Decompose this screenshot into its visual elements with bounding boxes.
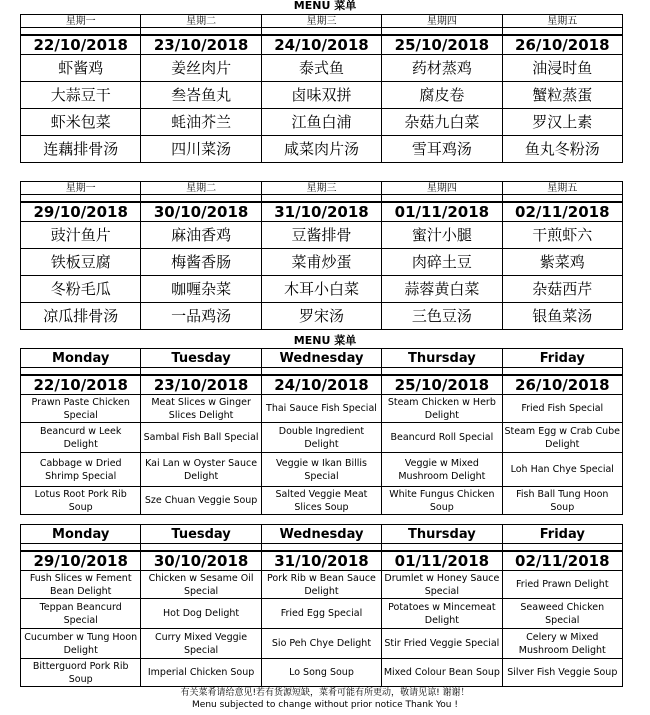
dish-cell: 冬粉毛瓜	[21, 276, 141, 303]
dish-cell: Celery w Mixed Mushroom Delight	[502, 629, 622, 659]
dish-cell: 豉汁鱼片	[21, 222, 141, 249]
dish-cell: 雪耳鸡汤	[382, 136, 502, 163]
day-header: Tuesday	[141, 349, 261, 368]
day-header-row	[21, 182, 623, 195]
dish-row	[21, 82, 623, 109]
day-header: Thursday	[382, 349, 502, 368]
dish-row	[21, 55, 623, 82]
date-cell: 23/10/2018	[141, 375, 261, 395]
dish-cell: 蒜蓉黄白菜	[382, 276, 502, 303]
dish-cell: 蜜汁小腿	[382, 222, 502, 249]
dish-cell: Veggie w Mixed Mushroom Delight	[382, 453, 502, 487]
dish-cell: Steam Chicken w Herb Delight	[382, 395, 502, 423]
dish-cell: 三色豆汤	[382, 303, 502, 330]
dish-cell: 江鱼白浦	[261, 109, 381, 136]
dish-row	[21, 571, 623, 599]
dish-cell: Beancurd Roll Special	[382, 423, 502, 453]
dish-cell: Steam Egg w Crab Cube Delight	[502, 423, 622, 453]
date-cell: 01/11/2018	[382, 202, 502, 222]
dish-cell: Fried Prawn Delight	[502, 571, 622, 599]
dish-cell: 紫菜鸡	[502, 249, 622, 276]
date-cell: 02/11/2018	[502, 202, 622, 222]
dish-cell: 姜丝肉片	[141, 55, 261, 82]
dish-cell: Seaweed Chicken Special	[502, 599, 622, 629]
spacer-row	[21, 28, 623, 36]
day-header-row	[21, 15, 623, 28]
dish-cell: 杂菇西芹	[502, 276, 622, 303]
dish-row	[21, 222, 623, 249]
date-row	[21, 375, 623, 395]
dish-row	[21, 109, 623, 136]
day-header: Wednesday	[261, 349, 381, 368]
dish-cell: 腐皮卷	[382, 82, 502, 109]
dish-row	[21, 599, 623, 629]
dish-cell: Prawn Paste Chicken Special	[21, 395, 141, 423]
dish-cell: 大蒜豆干	[21, 82, 141, 109]
day-header: 星期二	[141, 182, 261, 195]
en-menu-table	[20, 348, 623, 515]
dish-cell: Hot Dog Delight	[141, 599, 261, 629]
dish-cell: 罗汉上素	[502, 109, 622, 136]
dish-cell: Fried Fish Special	[502, 395, 622, 423]
spacer-row	[21, 195, 623, 203]
dish-cell: 凉瓜排骨汤	[21, 303, 141, 330]
dish-row	[21, 303, 623, 330]
dish-cell: Cabbage w Dried Shrimp Special	[21, 453, 141, 487]
dish-cell: 干煎虾六	[502, 222, 622, 249]
dish-cell: Sze Chuan Veggie Soup	[141, 487, 261, 515]
dish-cell: Mixed Colour Bean Soup	[382, 659, 502, 687]
dish-cell: 连藕排骨汤	[21, 136, 141, 163]
dish-cell: 铁板豆腐	[21, 249, 141, 276]
date-cell: 24/10/2018	[261, 35, 381, 55]
day-header-row	[21, 349, 623, 368]
day-header: 星期二	[141, 15, 261, 28]
date-cell: 29/10/2018	[21, 551, 141, 571]
dish-row	[21, 487, 623, 515]
dish-cell: White Fungus Chicken Soup	[382, 487, 502, 515]
dish-cell: 菜甫炒蛋	[261, 249, 381, 276]
dish-cell: Curry Mixed Veggie Special	[141, 629, 261, 659]
dish-cell: 咸菜肉片汤	[261, 136, 381, 163]
dish-cell: 咖喱杂菜	[141, 276, 261, 303]
day-header: 星期一	[21, 182, 141, 195]
day-header: 星期三	[261, 182, 381, 195]
day-header: 星期五	[502, 182, 622, 195]
dish-cell: Sio Peh Chye Delight	[261, 629, 381, 659]
dish-row	[21, 249, 623, 276]
dish-cell: 虾米包菜	[21, 109, 141, 136]
dish-cell: Bitterguord Pork Rib Soup	[21, 659, 141, 687]
day-header: 星期四	[382, 182, 502, 195]
day-header: Friday	[502, 525, 622, 544]
dish-cell: 豆酱排骨	[261, 222, 381, 249]
day-header: Wednesday	[261, 525, 381, 544]
dish-cell: 梅酱香肠	[141, 249, 261, 276]
dish-cell: Fried Egg Special	[261, 599, 381, 629]
dish-cell: Cucumber w Tung Hoon Delight	[21, 629, 141, 659]
dish-cell: Fush Slices w Fement Bean Delight	[21, 571, 141, 599]
day-header: 星期三	[261, 15, 381, 28]
dish-cell: Sambal Fish Ball Special	[141, 423, 261, 453]
date-cell: 29/10/2018	[21, 202, 141, 222]
dish-row	[21, 423, 623, 453]
date-cell: 22/10/2018	[21, 35, 141, 55]
date-cell: 02/11/2018	[502, 551, 622, 571]
dish-cell: 木耳小白菜	[261, 276, 381, 303]
dish-cell: Potatoes w Mincemeat Delight	[382, 599, 502, 629]
cn-menu-title: MENU 菜单	[293, 0, 357, 12]
dish-cell: 肉碎土豆	[382, 249, 502, 276]
dish-cell: 油浸时鱼	[502, 55, 622, 82]
date-cell: 25/10/2018	[382, 375, 502, 395]
footer-note-en: Menu subjected to change without prior notice Thank You !	[192, 700, 458, 710]
dish-cell: Loh Han Chye Special	[502, 453, 622, 487]
dish-cell: Beancurd w Leek Delight	[21, 423, 141, 453]
cn-menu-table	[20, 14, 623, 163]
dish-cell: Teppan Beancurd Special	[21, 599, 141, 629]
dish-cell: 卤味双拼	[261, 82, 381, 109]
dish-cell: 泰式鱼	[261, 55, 381, 82]
dish-cell: Meat Slices w Ginger Slices Delight	[141, 395, 261, 423]
dish-cell: Chicken w Sesame Oil Special	[141, 571, 261, 599]
dish-cell: 一品鸡汤	[141, 303, 261, 330]
date-row	[21, 551, 623, 571]
cn-menu-table-week2	[20, 181, 623, 330]
day-header: Friday	[502, 349, 622, 368]
dish-cell: Thai Sauce Fish Special	[261, 395, 381, 423]
en-menu-table-week2	[20, 524, 623, 687]
dish-cell: 罗宋汤	[261, 303, 381, 330]
dish-cell: Stir Fried Veggie Special	[382, 629, 502, 659]
dish-cell: Silver Fish Veggie Soup	[502, 659, 622, 687]
date-cell: 30/10/2018	[141, 202, 261, 222]
dish-cell: 四川菜汤	[141, 136, 261, 163]
day-header: 星期四	[382, 15, 502, 28]
dish-cell: 银鱼菜汤	[502, 303, 622, 330]
dish-cell: 药材蒸鸡	[382, 55, 502, 82]
dish-cell: Imperial Chicken Soup	[141, 659, 261, 687]
date-cell: 31/10/2018	[261, 202, 381, 222]
spacer-row	[21, 368, 623, 376]
date-cell: 22/10/2018	[21, 375, 141, 395]
day-header-row	[21, 525, 623, 544]
dish-cell: Fish Ball Tung Hoon Soup	[502, 487, 622, 515]
day-header: 星期一	[21, 15, 141, 28]
date-cell: 26/10/2018	[502, 375, 622, 395]
footer-note-cn: 有关菜肴请给意见!若有货源短缺，菜肴可能有所更动，敬请见谅! 谢谢！	[180, 688, 470, 698]
dish-cell: 虾酱鸡	[21, 55, 141, 82]
date-cell: 31/10/2018	[261, 551, 381, 571]
dish-cell: Pork Rib w Bean Sauce Delight	[261, 571, 381, 599]
day-header: Monday	[21, 525, 141, 544]
day-header: Thursday	[382, 525, 502, 544]
dish-cell: Lotus Root Pork Rib Soup	[21, 487, 141, 515]
dish-cell: 鱼丸冬粉汤	[502, 136, 622, 163]
date-cell: 01/11/2018	[382, 551, 502, 571]
dish-cell: 杂菇九白菜	[382, 109, 502, 136]
day-header: 星期五	[502, 15, 622, 28]
dish-cell: 蚝油芥兰	[141, 109, 261, 136]
day-header: Tuesday	[141, 525, 261, 544]
dish-row	[21, 453, 623, 487]
dish-cell: Drumlet w Honey Sauce Special	[382, 571, 502, 599]
date-cell: 25/10/2018	[382, 35, 502, 55]
date-cell: 30/10/2018	[141, 551, 261, 571]
dish-cell: 叁峇鱼丸	[141, 82, 261, 109]
day-header: Monday	[21, 349, 141, 368]
dish-row	[21, 395, 623, 423]
dish-cell: Double Ingredient Delight	[261, 423, 381, 453]
dish-cell: Kai Lan w Oyster Sauce Delight	[141, 453, 261, 487]
en-menu-title: MENU 菜单	[293, 334, 357, 347]
dish-row	[21, 136, 623, 163]
date-cell: 26/10/2018	[502, 35, 622, 55]
date-cell: 23/10/2018	[141, 35, 261, 55]
dish-cell: Veggie w Ikan Billis Special	[261, 453, 381, 487]
date-cell: 24/10/2018	[261, 375, 381, 395]
dish-row	[21, 659, 623, 687]
dish-row	[21, 276, 623, 303]
dish-cell: Salted Veggie Meat Slices Soup	[261, 487, 381, 515]
dish-cell: Lo Song Soup	[261, 659, 381, 687]
date-row	[21, 202, 623, 222]
dish-cell: 蟹粒蒸蛋	[502, 82, 622, 109]
date-row	[21, 35, 623, 55]
spacer-row	[21, 544, 623, 552]
dish-row	[21, 629, 623, 659]
dish-cell: 麻油香鸡	[141, 222, 261, 249]
